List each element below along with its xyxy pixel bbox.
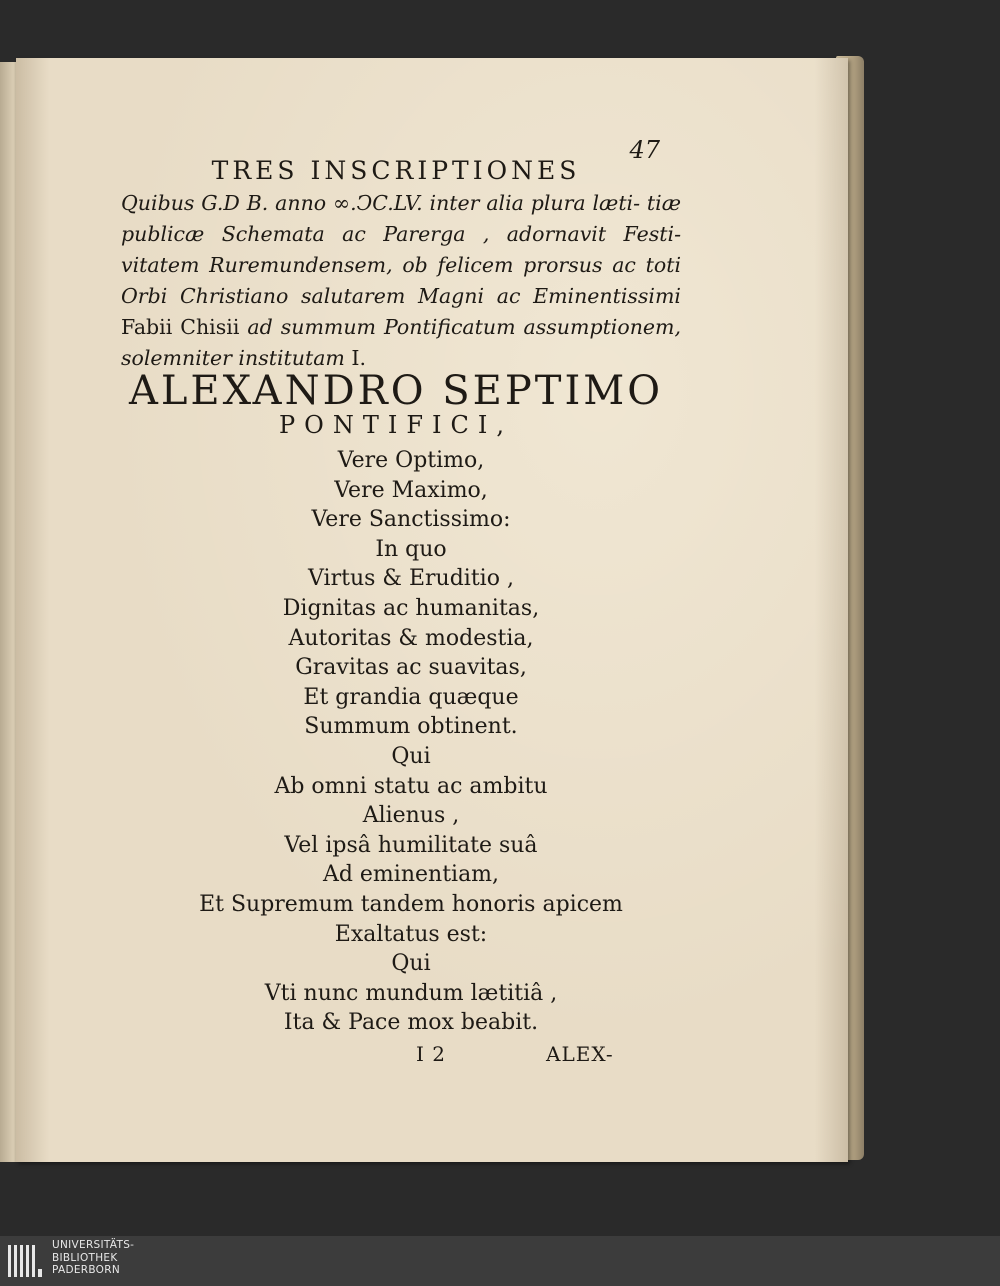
verse-line: Ad eminentiam, [322,862,500,888]
verse-line: Gravitas ac suavitas, [295,655,527,681]
verse-line: Vere Optimo, [337,448,485,473]
library-name-line: BIBLIOTHEK [52,1251,118,1264]
intro-line: tiæ publicæ Schemata ac Parerga , adornavit Festi- [121,191,681,246]
verse-line: Vere Sanctissimo: [311,507,511,533]
book-page [16,58,848,1162]
verse-line: Ita & Pace mox beabit. [283,1010,539,1036]
verse-line: Dignitas ac humanitas, [282,595,540,621]
verse-line: Virtus & Eruditio , [308,566,514,592]
verse-line: Ab omni statu ac ambitu [274,773,548,799]
inscription-title: ALEXANDRO SEPTIMO [128,368,664,414]
library-name-line: UNIVERSITÄTS- [52,1239,135,1251]
verse-line: Qui [391,743,431,769]
verse-line: Et Supremum tandem honoris apicem [199,891,623,917]
verse-line: Alienus , [362,803,460,829]
verse-line: Autoritas & modestia, [288,625,534,651]
library-name [52,1239,134,1277]
intro-line: Orbi Christiano salutarem Magni ac Eminentissimi [121,284,681,308]
verse-line: Exaltatus est: [334,921,488,947]
library-logo-icon [6,1241,46,1281]
intro-line: solemniter institutam [121,346,345,370]
verse-line: In quo [375,536,447,562]
signature-mark: I 2 [416,1042,446,1066]
inscription-verses [116,446,706,1038]
page-heading: TRES INSCRIPTIONES [211,156,581,185]
intro-line: vitatem Ruremundensem, ob felicem prorsus ac toti [121,253,681,277]
intro-line: Quibus G.D B. anno ∞.ↃC.LV. inter alia plura læti- [121,191,641,215]
verse-line: Et grandia quæque [303,684,519,710]
catchword: ALEX- [546,1042,614,1066]
section-number: I. [351,346,367,370]
inscription-subtitle: PONTIFICI, [279,411,513,439]
person-name: Fabii Chisii [121,315,240,339]
verse-line: Qui [391,951,431,977]
library-name-line: PADERBORN [52,1264,120,1276]
verse-line: Vel ipsâ humilitate suâ [284,832,538,858]
verse-line: Vere Maximo, [334,477,488,503]
verse-line: Summum obtinent. [304,714,518,740]
verse-line: Vti nunc mundum lætitiâ , [264,980,558,1006]
intro-line: Fabii Chisii ad summum Pontificatum assumptionem, [121,315,681,339]
intro-paragraph [121,188,681,374]
library-footer-bar [0,1236,1000,1286]
page-number: 47 [629,136,660,164]
